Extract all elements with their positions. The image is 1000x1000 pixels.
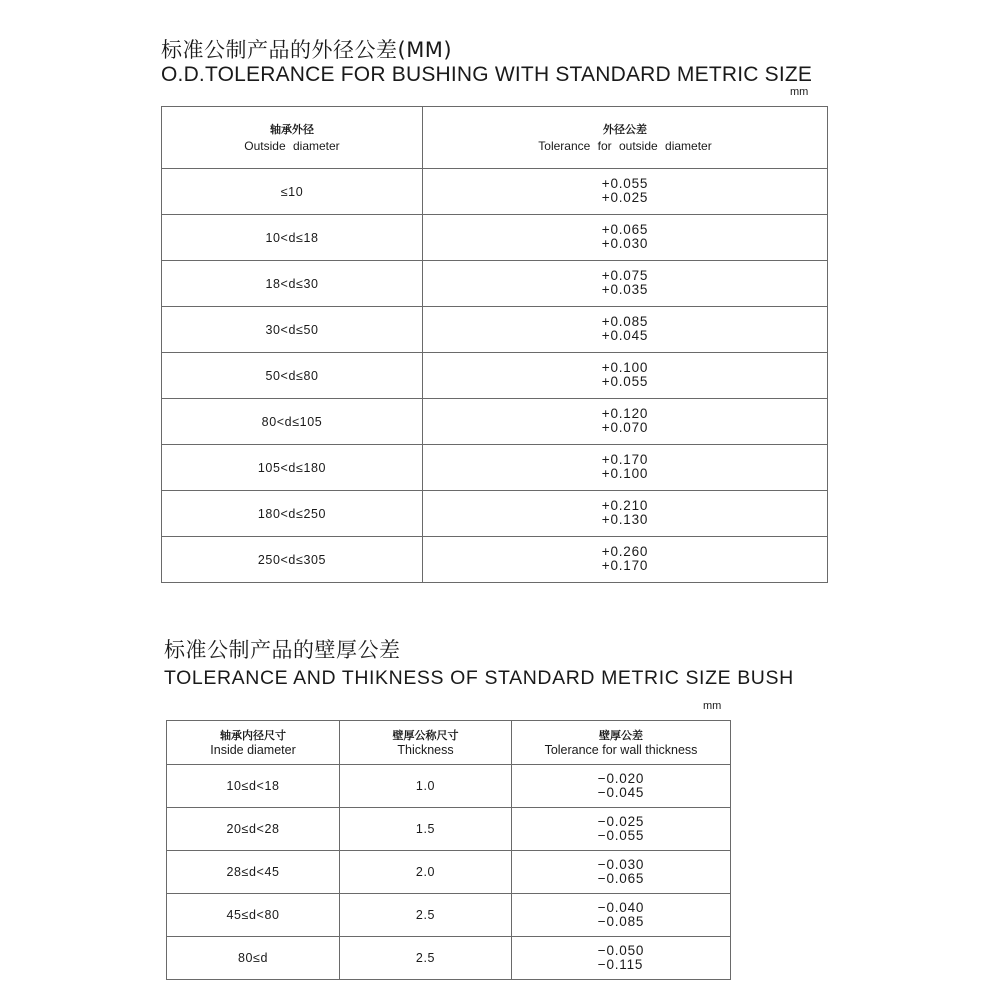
header-cn-label: 壁厚公差 — [599, 728, 643, 742]
id-range-cell: 28≤d<45 — [167, 851, 340, 894]
id-range-cell: 10≤d<18 — [167, 765, 340, 808]
tolerance-lower: +0.170 — [601, 558, 649, 573]
thickness-cell: 1.5 — [340, 808, 512, 851]
od-range-cell: 50<d≤80 — [162, 353, 423, 399]
header-cn-label: 轴承外径 — [270, 122, 314, 136]
od-range-cell: 10<d≤18 — [162, 215, 423, 261]
section1-unit: mm — [790, 86, 809, 98]
tolerance-upper: −0.030 — [597, 856, 645, 872]
header-cn-label: 轴承内径尺寸 — [220, 728, 286, 742]
tolerance-upper: +0.170 — [601, 452, 649, 467]
tolerance-cell — [512, 894, 731, 937]
thickness-cell: 2.5 — [340, 894, 512, 937]
od-range-cell: ≤10 — [162, 169, 423, 215]
section1-title-en: O.D.TOLERANCE FOR BUSHING WITH STANDARD METRIC SIZE — [161, 63, 813, 86]
tolerance-cell — [423, 261, 828, 307]
tolerance-upper: +0.120 — [601, 406, 649, 421]
table-row — [162, 215, 828, 261]
table-row — [167, 808, 731, 851]
table-row — [162, 399, 828, 445]
tolerance-cell — [512, 851, 731, 894]
header-cn-label: 外径公差 — [603, 122, 647, 136]
thickness-cell: 2.5 — [340, 937, 512, 980]
tolerance-lower: −0.045 — [597, 784, 645, 800]
tolerance-cell — [423, 353, 828, 399]
header-en-label: Outside diameter — [244, 138, 340, 153]
tolerance-upper: −0.050 — [597, 942, 645, 958]
id-range-cell: 80≤d — [167, 937, 340, 980]
tolerance-cell — [512, 765, 731, 808]
od-range-cell: 250<d≤305 — [162, 537, 423, 583]
tolerance-lower: +0.100 — [601, 466, 649, 481]
tolerance-cell — [423, 491, 828, 537]
table-row — [167, 937, 731, 980]
header-wall-tolerance — [512, 721, 731, 765]
header-en-label: Thickness — [397, 742, 454, 757]
wall-thickness-table — [166, 720, 731, 980]
od-tolerance-table — [161, 106, 828, 583]
od-range-cell: 180<d≤250 — [162, 491, 423, 537]
id-range-cell: 45≤d<80 — [167, 894, 340, 937]
table-row — [162, 353, 828, 399]
table-row — [162, 307, 828, 353]
tolerance-lower: −0.085 — [597, 913, 645, 929]
tolerance-cell — [512, 808, 731, 851]
tolerance-lower: +0.130 — [601, 512, 649, 527]
header-outside-diameter — [162, 107, 423, 169]
header-en-label: Tolerance for outside diameter — [538, 138, 712, 153]
tolerance-upper: +0.100 — [601, 360, 649, 375]
tolerance-upper: +0.055 — [601, 176, 649, 191]
header-en-label: Inside diameter — [210, 742, 296, 757]
tolerance-cell — [423, 537, 828, 583]
tolerance-upper: −0.020 — [597, 770, 645, 786]
tolerance-cell — [423, 445, 828, 491]
table-row — [167, 894, 731, 937]
table-header-row — [162, 107, 828, 169]
tolerance-upper: +0.260 — [601, 544, 649, 559]
tolerance-upper: +0.085 — [601, 314, 649, 329]
table-row — [162, 491, 828, 537]
tolerance-lower: +0.070 — [601, 420, 649, 435]
tolerance-upper: −0.025 — [597, 813, 645, 829]
tolerance-lower: +0.025 — [601, 190, 649, 205]
header-en-label: Tolerance for wall thickness — [544, 742, 698, 757]
table-row — [162, 169, 828, 215]
section2-title-en: TOLERANCE AND THIKNESS OF STANDARD METRIC SIZE BUSH — [164, 667, 794, 689]
id-range-cell: 20≤d<28 — [167, 808, 340, 851]
tolerance-cell — [423, 307, 828, 353]
od-range-cell: 105<d≤180 — [162, 445, 423, 491]
tolerance-cell — [423, 215, 828, 261]
table-row — [162, 445, 828, 491]
od-range-cell: 18<d≤30 — [162, 261, 423, 307]
section2-title-cn: 标准公制产品的壁厚公差 — [164, 638, 401, 662]
thickness-cell: 1.0 — [340, 765, 512, 808]
tolerance-lower: +0.035 — [601, 282, 649, 297]
header-thickness — [340, 721, 512, 765]
table-row — [167, 851, 731, 894]
tolerance-lower: −0.055 — [597, 827, 645, 843]
header-cn-label: 壁厚公称尺寸 — [392, 728, 459, 742]
tolerance-lower: +0.045 — [601, 328, 649, 343]
tolerance-upper: +0.065 — [601, 222, 649, 237]
table-row — [167, 765, 731, 808]
table-row — [162, 261, 828, 307]
od-range-cell: 30<d≤50 — [162, 307, 423, 353]
header-od-tolerance — [423, 107, 828, 169]
tolerance-upper: +0.075 — [601, 268, 649, 283]
tolerance-lower: −0.065 — [597, 870, 645, 886]
thickness-cell: 2.0 — [340, 851, 512, 894]
tolerance-cell — [512, 937, 731, 980]
tolerance-lower: +0.030 — [601, 236, 649, 251]
tolerance-cell — [423, 399, 828, 445]
table-row — [162, 537, 828, 583]
tolerance-cell — [423, 169, 828, 215]
tolerance-lower: +0.055 — [601, 374, 649, 389]
tolerance-lower: −0.115 — [597, 956, 644, 972]
section1-title-cn: 标准公制产品的外径公差(MM) — [161, 38, 453, 62]
table-header-row — [167, 721, 731, 765]
tolerance-upper: −0.040 — [597, 899, 645, 915]
section2-unit: mm — [703, 700, 722, 712]
tolerance-upper: +0.210 — [601, 498, 649, 513]
od-range-cell: 80<d≤105 — [162, 399, 423, 445]
header-inside-diameter — [167, 721, 340, 765]
